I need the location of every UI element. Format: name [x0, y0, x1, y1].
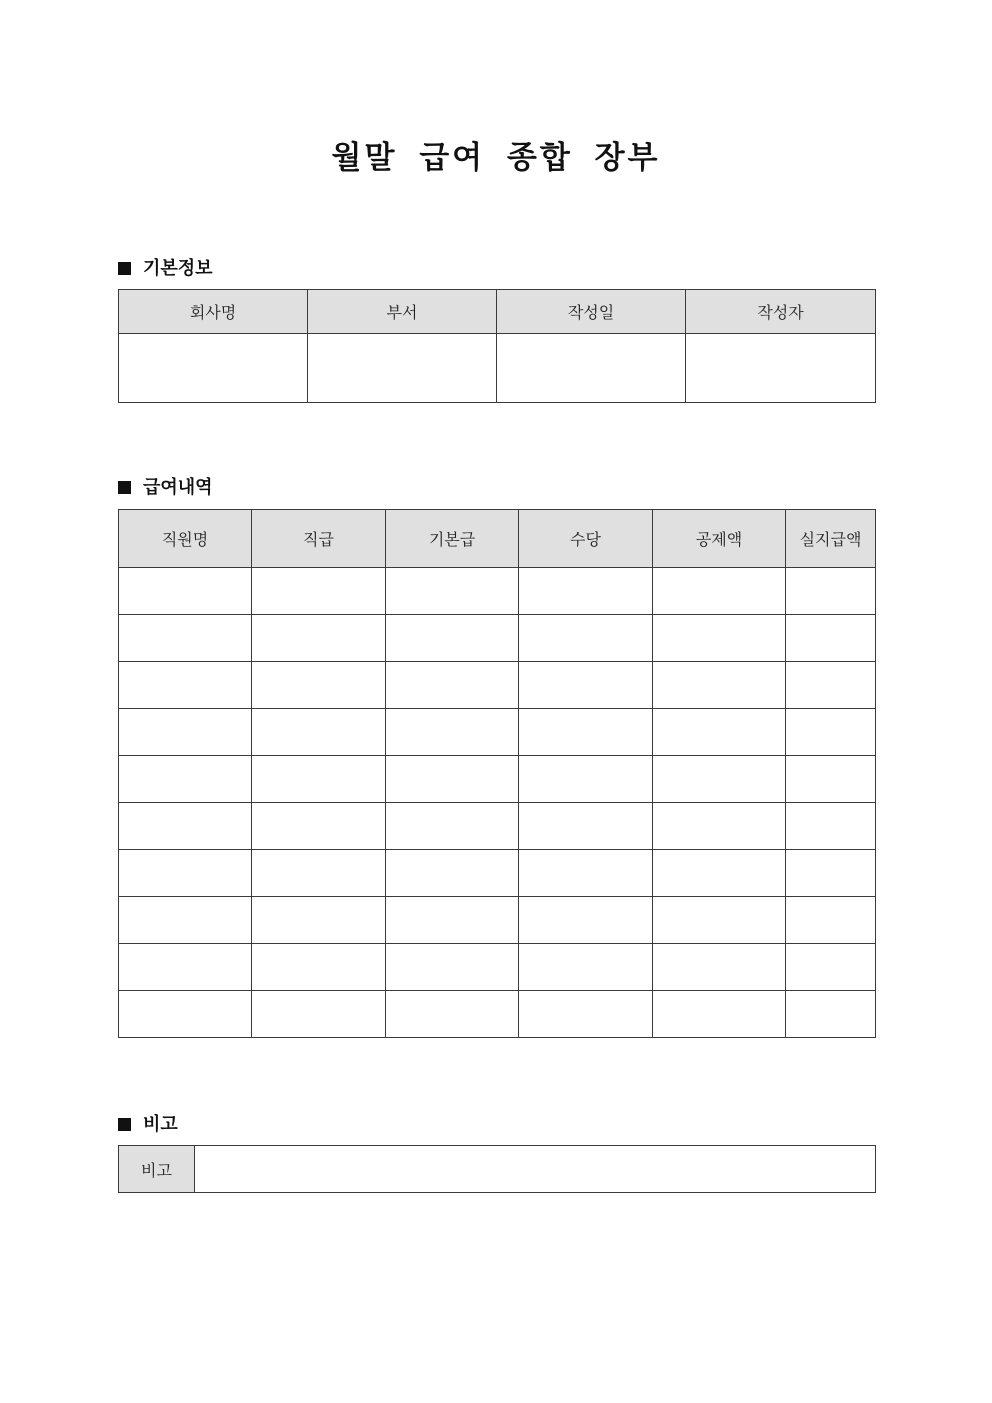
- section-heading-basic-info: [118, 254, 213, 280]
- allowance-cell[interactable]: [519, 897, 653, 944]
- allowance-cell[interactable]: [519, 568, 653, 615]
- section-heading-label: 비고: [143, 1114, 178, 1135]
- table-row: [119, 897, 876, 944]
- position-cell[interactable]: [252, 897, 386, 944]
- allowance-cell[interactable]: [519, 803, 653, 850]
- basic-info-table: [118, 289, 876, 403]
- header-author: 작성자: [686, 290, 876, 334]
- deduction-cell[interactable]: [653, 662, 786, 709]
- base-pay-cell[interactable]: [386, 897, 519, 944]
- table-row: [119, 850, 876, 897]
- remarks-table: [118, 1145, 876, 1193]
- deduction-cell[interactable]: [653, 803, 786, 850]
- base-pay-cell[interactable]: [386, 803, 519, 850]
- section-heading-label: 급여내역: [143, 477, 213, 498]
- net-pay-cell[interactable]: [786, 991, 876, 1038]
- employee-name-cell[interactable]: [119, 709, 252, 756]
- page-title: 월말 급여 종합 장부: [331, 140, 661, 176]
- deduction-cell[interactable]: [653, 991, 786, 1038]
- allowance-cell[interactable]: [519, 756, 653, 803]
- base-pay-cell[interactable]: [386, 568, 519, 615]
- allowance-cell[interactable]: [519, 662, 653, 709]
- remarks-content-cell[interactable]: [195, 1146, 876, 1193]
- header-deduction: 공제액: [653, 510, 786, 568]
- position-cell[interactable]: [252, 756, 386, 803]
- net-pay-cell[interactable]: [786, 568, 876, 615]
- allowance-cell[interactable]: [519, 850, 653, 897]
- employee-name-cell[interactable]: [119, 944, 252, 991]
- deduction-cell[interactable]: [653, 709, 786, 756]
- employee-name-cell[interactable]: [119, 897, 252, 944]
- employee-name-cell[interactable]: [119, 568, 252, 615]
- allowance-cell[interactable]: [519, 709, 653, 756]
- header-base-pay: 기본급: [386, 510, 519, 568]
- table-header-row: [119, 510, 876, 568]
- deduction-cell[interactable]: [653, 615, 786, 662]
- deduction-cell[interactable]: [653, 756, 786, 803]
- base-pay-cell[interactable]: [386, 991, 519, 1038]
- section-heading-label: 기본정보: [143, 258, 213, 279]
- position-cell[interactable]: [252, 615, 386, 662]
- square-bullet-icon: [118, 262, 131, 275]
- table-row: [119, 662, 876, 709]
- department-cell[interactable]: [308, 334, 497, 403]
- position-cell[interactable]: [252, 568, 386, 615]
- net-pay-cell[interactable]: [786, 615, 876, 662]
- header-position: 직급: [252, 510, 386, 568]
- allowance-cell[interactable]: [519, 991, 653, 1038]
- deduction-cell[interactable]: [653, 850, 786, 897]
- position-cell[interactable]: [252, 662, 386, 709]
- table-row: [119, 803, 876, 850]
- base-pay-cell[interactable]: [386, 709, 519, 756]
- base-pay-cell[interactable]: [386, 662, 519, 709]
- section-heading-remarks: [118, 1110, 178, 1136]
- table-header-row: [119, 290, 876, 334]
- table-row: [119, 991, 876, 1038]
- deduction-cell[interactable]: [653, 568, 786, 615]
- net-pay-cell[interactable]: [786, 662, 876, 709]
- table-row: [119, 756, 876, 803]
- allowance-cell[interactable]: [519, 615, 653, 662]
- remarks-label: 비고: [119, 1146, 195, 1193]
- date-written-cell[interactable]: [497, 334, 686, 403]
- net-pay-cell[interactable]: [786, 803, 876, 850]
- employee-name-cell[interactable]: [119, 991, 252, 1038]
- company-name-cell[interactable]: [119, 334, 308, 403]
- header-employee-name: 직원명: [119, 510, 252, 568]
- net-pay-cell[interactable]: [786, 709, 876, 756]
- base-pay-cell[interactable]: [386, 756, 519, 803]
- deduction-cell[interactable]: [653, 897, 786, 944]
- position-cell[interactable]: [252, 709, 386, 756]
- net-pay-cell[interactable]: [786, 850, 876, 897]
- header-date-written: 작성일: [497, 290, 686, 334]
- position-cell[interactable]: [252, 944, 386, 991]
- square-bullet-icon: [118, 1118, 131, 1131]
- deduction-cell[interactable]: [653, 944, 786, 991]
- header-net-pay: 실지급액: [786, 510, 876, 568]
- base-pay-cell[interactable]: [386, 850, 519, 897]
- position-cell[interactable]: [252, 991, 386, 1038]
- header-department: 부서: [308, 290, 497, 334]
- employee-name-cell[interactable]: [119, 850, 252, 897]
- header-allowance: 수당: [519, 510, 653, 568]
- table-row: [119, 615, 876, 662]
- table-row: [119, 709, 876, 756]
- employee-name-cell[interactable]: [119, 615, 252, 662]
- employee-name-cell[interactable]: [119, 662, 252, 709]
- position-cell[interactable]: [252, 850, 386, 897]
- table-row: [119, 1146, 876, 1193]
- section-heading-salary: [118, 473, 213, 499]
- base-pay-cell[interactable]: [386, 615, 519, 662]
- author-cell[interactable]: [686, 334, 876, 403]
- table-row: [119, 568, 876, 615]
- net-pay-cell[interactable]: [786, 897, 876, 944]
- salary-table-body: [119, 568, 876, 1038]
- table-row: [119, 334, 876, 403]
- salary-table: [118, 509, 876, 1038]
- allowance-cell[interactable]: [519, 944, 653, 991]
- employee-name-cell[interactable]: [119, 756, 252, 803]
- net-pay-cell[interactable]: [786, 756, 876, 803]
- base-pay-cell[interactable]: [386, 944, 519, 991]
- net-pay-cell[interactable]: [786, 944, 876, 991]
- employee-name-cell[interactable]: [119, 803, 252, 850]
- position-cell[interactable]: [252, 803, 386, 850]
- table-row: [119, 944, 876, 991]
- square-bullet-icon: [118, 481, 131, 494]
- header-company-name: 회사명: [119, 290, 308, 334]
